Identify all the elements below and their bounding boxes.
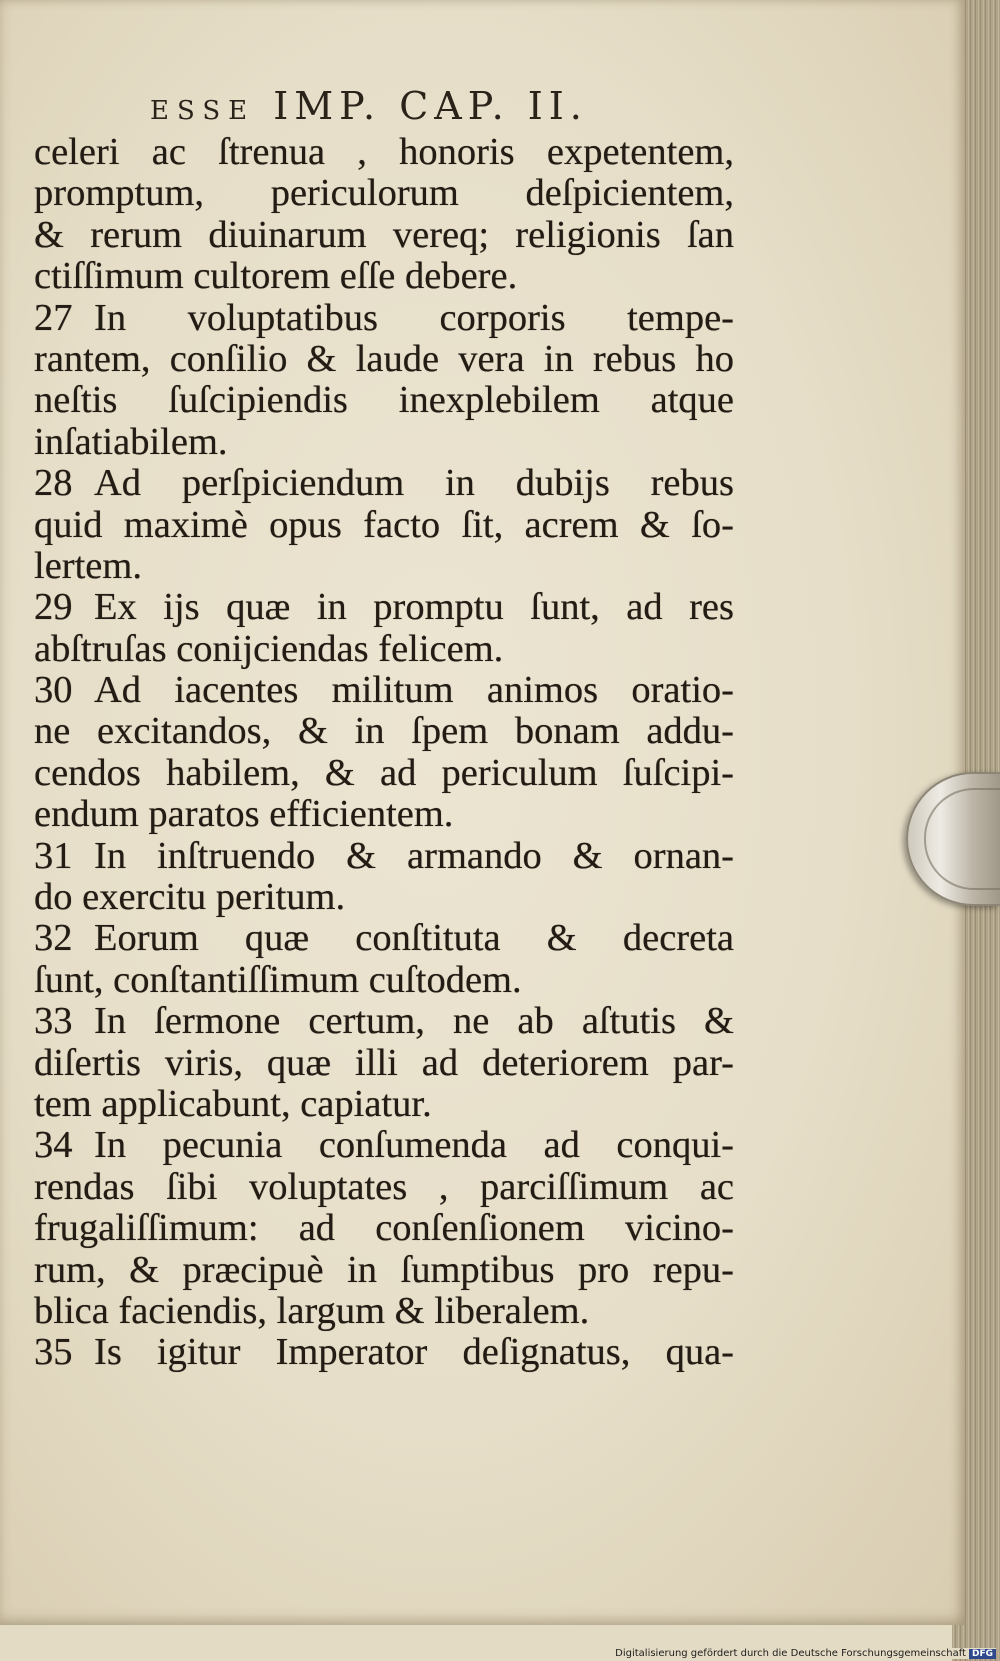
text-line bbox=[34, 1208, 734, 1249]
paragraph-number: 27 bbox=[34, 296, 73, 339]
running-head-word-3: CAP. bbox=[399, 84, 510, 128]
text-line bbox=[34, 670, 734, 711]
line-text: ne excitandos, & in ſpem bonam addu- bbox=[34, 710, 734, 753]
running-head bbox=[150, 84, 670, 128]
line-text: frugaliſſimum: ad conſenſionem vicino- bbox=[34, 1207, 734, 1250]
body-text bbox=[34, 132, 734, 1374]
line-text: In ſermone certum, ne ab aſtutis & bbox=[94, 1000, 734, 1043]
text-line bbox=[34, 836, 734, 877]
paragraph-number: 28 bbox=[34, 462, 73, 505]
text-line bbox=[34, 1043, 734, 1084]
line-text: blica faciendis, largum & liberalem. bbox=[34, 1289, 590, 1332]
line-text: cendos habilem, & ad periculum ſuſcipi- bbox=[34, 751, 734, 794]
line-text: rum, & præcipuè in ſumptibus pro repu- bbox=[34, 1248, 734, 1291]
text-line bbox=[34, 794, 734, 835]
text-line bbox=[34, 173, 734, 214]
text-line bbox=[34, 960, 734, 1001]
credit-text: Digitalisierung gefördert durch die Deutsche Forschungsgemeinschaft bbox=[615, 1648, 966, 1659]
line-text: ctiſſimum cultorem eſſe debere. bbox=[34, 255, 518, 298]
digitization-credit bbox=[615, 1648, 996, 1659]
line-text: Ex ijs quæ in promptu ſunt, ad res bbox=[94, 586, 734, 629]
running-head-chapter-number: II. bbox=[527, 84, 588, 128]
line-text: rantem, conſilio & laude vera in rebus ho bbox=[34, 337, 734, 380]
running-head-word-2: IMP. bbox=[273, 84, 382, 128]
line-text: Is igitur Imperator deſignatus, qua- bbox=[94, 1331, 734, 1374]
text-line bbox=[34, 546, 734, 587]
line-text: ſunt, conſtantiſſimum cuſtodem. bbox=[34, 958, 522, 1001]
text-line bbox=[34, 339, 734, 380]
line-text: quid maximè opus facto ſit, acrem & ſo- bbox=[34, 503, 734, 546]
text-line bbox=[34, 753, 734, 794]
text-line bbox=[34, 877, 734, 918]
line-text: promptum, periculorum deſpicientem, bbox=[34, 172, 734, 215]
paragraph-number: 34 bbox=[34, 1124, 73, 1167]
line-text: celeri ac ſtrenua , honoris expetentem, bbox=[34, 131, 734, 173]
text-line bbox=[34, 422, 734, 463]
text-line bbox=[34, 1291, 734, 1332]
line-text: neſtis ſuſcipiendis inexplebilem atque bbox=[34, 379, 734, 422]
line-text: In inſtruendo & armando & ornan- bbox=[94, 834, 734, 877]
dfg-logo: DFG bbox=[969, 1649, 996, 1659]
text-line bbox=[34, 215, 734, 256]
line-text: Eorum quæ conſtituta & decreta bbox=[94, 917, 734, 960]
text-line bbox=[34, 1332, 734, 1373]
text-line bbox=[34, 132, 734, 173]
line-text: & rerum diuinarum vereq; religionis ſan bbox=[34, 213, 734, 256]
line-text: tem applicabunt, capiatur. bbox=[34, 1082, 432, 1125]
line-text: inſatiabilem. bbox=[34, 420, 228, 463]
paragraph-number: 35 bbox=[34, 1331, 73, 1374]
paragraph-number: 30 bbox=[34, 669, 73, 712]
text-line bbox=[34, 463, 734, 504]
line-text: do exercitu peritum. bbox=[34, 876, 346, 919]
line-text: Ad perſpiciendum in dubijs rebus bbox=[94, 462, 734, 505]
text-line bbox=[34, 298, 734, 339]
line-text: In pecunia conſumenda ad conqui- bbox=[94, 1124, 734, 1167]
paragraph-number: 31 bbox=[34, 834, 73, 877]
text-line bbox=[34, 711, 734, 752]
text-line bbox=[34, 1167, 734, 1208]
text-line bbox=[34, 1250, 734, 1291]
running-head-word-1: ESSE bbox=[150, 96, 256, 126]
text-line bbox=[34, 1125, 734, 1166]
paragraph-number: 29 bbox=[34, 586, 73, 629]
line-text: In voluptatibus corporis tempe- bbox=[94, 296, 734, 339]
line-text: Ad iacentes militum animos oratio- bbox=[94, 669, 734, 712]
paragraph-number: 33 bbox=[34, 1000, 73, 1043]
text-line bbox=[34, 918, 734, 959]
text-line bbox=[34, 380, 734, 421]
text-line bbox=[34, 505, 734, 546]
text-line bbox=[34, 256, 734, 297]
text-line bbox=[34, 1084, 734, 1125]
text-line bbox=[34, 1001, 734, 1042]
paragraph-number: 32 bbox=[34, 917, 73, 960]
line-text: diſertis viris, quæ illi ad deteriorem par- bbox=[34, 1041, 734, 1084]
text-line bbox=[34, 587, 734, 628]
line-text: abſtruſas conijciendas felicem. bbox=[34, 627, 504, 670]
line-text: rendas ſibi voluptates , parciſſimum ac bbox=[34, 1165, 734, 1208]
line-text: lertem. bbox=[34, 544, 142, 587]
text-line bbox=[34, 629, 734, 670]
line-text: endum paratos efficientem. bbox=[34, 793, 454, 836]
